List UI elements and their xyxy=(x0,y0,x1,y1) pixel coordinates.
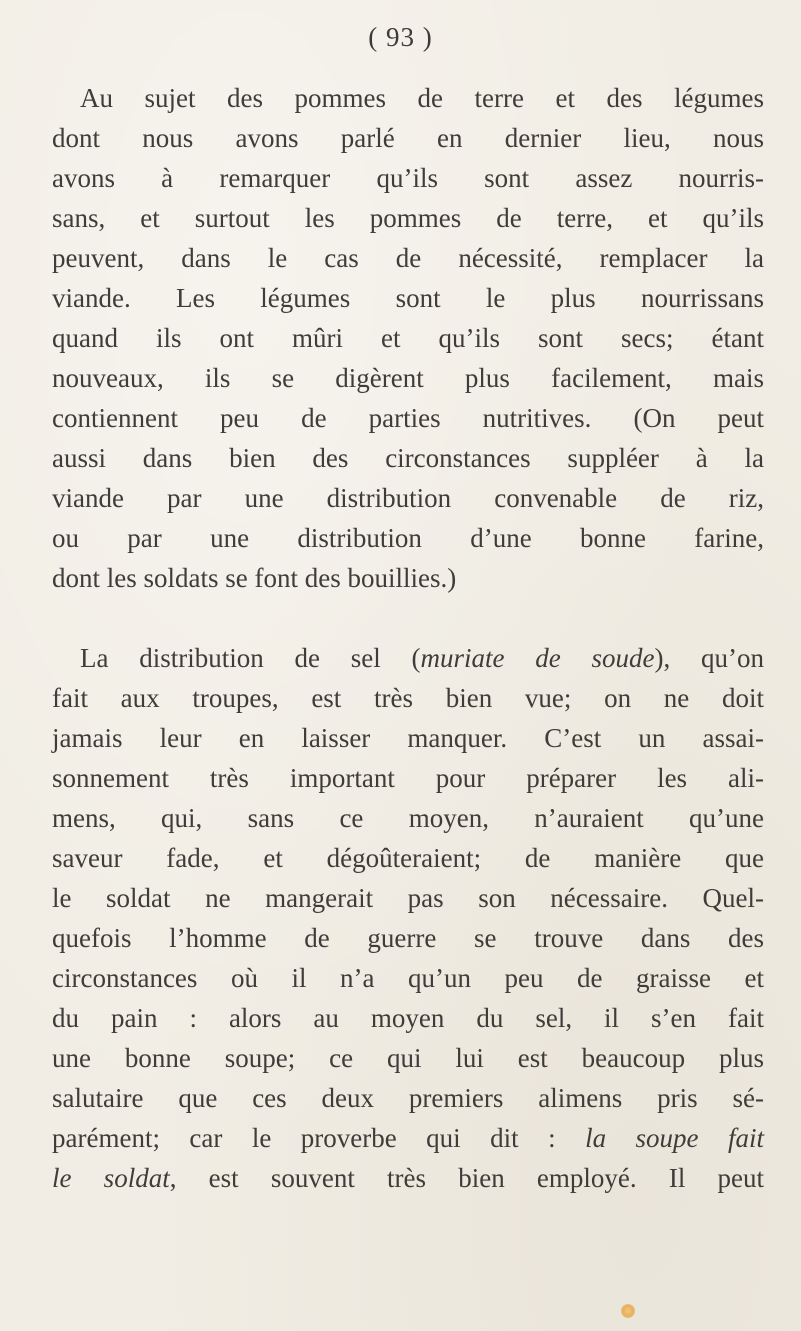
text-line xyxy=(52,638,764,678)
text-line: peuvent, dans le cas de nécessité, remplacer la xyxy=(52,243,764,273)
body-text xyxy=(52,78,764,1198)
text-line: le soldat ne mangerait pas son nécessaire. Quel- xyxy=(52,883,764,913)
text-line: avons à remarquer qu’ils sont assez nourris- xyxy=(52,163,764,193)
text-line: viande. Les légumes sont le plus nourrissans xyxy=(52,283,764,313)
text-run: parément; car le proverbe qui dit : xyxy=(52,1123,586,1153)
text-line: salutaire que ces deux premiers alimens pris sé- xyxy=(52,1083,764,1113)
text-line: viande par une distribution convenable de riz, xyxy=(52,483,764,513)
italic-proverb: la soupe fait xyxy=(585,1123,764,1153)
text-line: du pain : alors au moyen du sel, il s’en fait xyxy=(52,1003,764,1033)
text-line: ou par une distribution d’une bonne farine, xyxy=(52,523,764,553)
paper-stain xyxy=(621,1304,635,1318)
paragraph-gap xyxy=(52,598,764,638)
italic-proverb: le soldat xyxy=(52,1163,170,1193)
text-line xyxy=(52,1118,764,1158)
text-line: saveur fade, et dégoûteraient; de manière que xyxy=(52,843,764,873)
text-line: une bonne soupe; ce qui lui est beaucoup plus xyxy=(52,1043,764,1073)
text-line: dont les soldats se font des bouillies.) xyxy=(52,563,457,593)
text-line: aussi dans bien des circonstances suppléer à la xyxy=(52,443,764,473)
text-line: sans, et surtout les pommes de terre, et qu’ils xyxy=(52,203,764,233)
text-run: La distribution de sel ( xyxy=(80,643,421,673)
text-line: sonnement très important pour préparer les ali- xyxy=(52,763,764,793)
text-run: , est souvent très bien employé. Il peut xyxy=(169,1163,765,1193)
italic-term: muriate de soude xyxy=(420,643,655,673)
text-line xyxy=(52,1158,764,1198)
text-line: mens, qui, sans ce moyen, n’auraient qu’une xyxy=(52,803,764,833)
text-line: Au sujet des pommes de terre et des légumes xyxy=(80,83,764,113)
text-line: nouveaux, ils se digèrent plus facilement, mais xyxy=(52,363,764,393)
text-line: quefois l’homme de guerre se trouve dans des xyxy=(52,923,764,953)
text-run: ), qu’on xyxy=(654,643,765,673)
page-number: ( 93 ) xyxy=(368,22,433,52)
text-line: contiennent peu de parties nutritives. (On peut xyxy=(52,403,764,433)
text-line: dont nous avons parlé en dernier lieu, nous xyxy=(52,123,764,153)
text-line: fait aux troupes, est très bien vue; on ne doit xyxy=(52,683,764,713)
text-line: circonstances où il n’a qu’un peu de graisse et xyxy=(52,963,764,993)
text-line: quand ils ont mûri et qu’ils sont secs; étant xyxy=(52,323,764,353)
text-line: jamais leur en laisser manquer. C’est un assai- xyxy=(52,723,764,753)
